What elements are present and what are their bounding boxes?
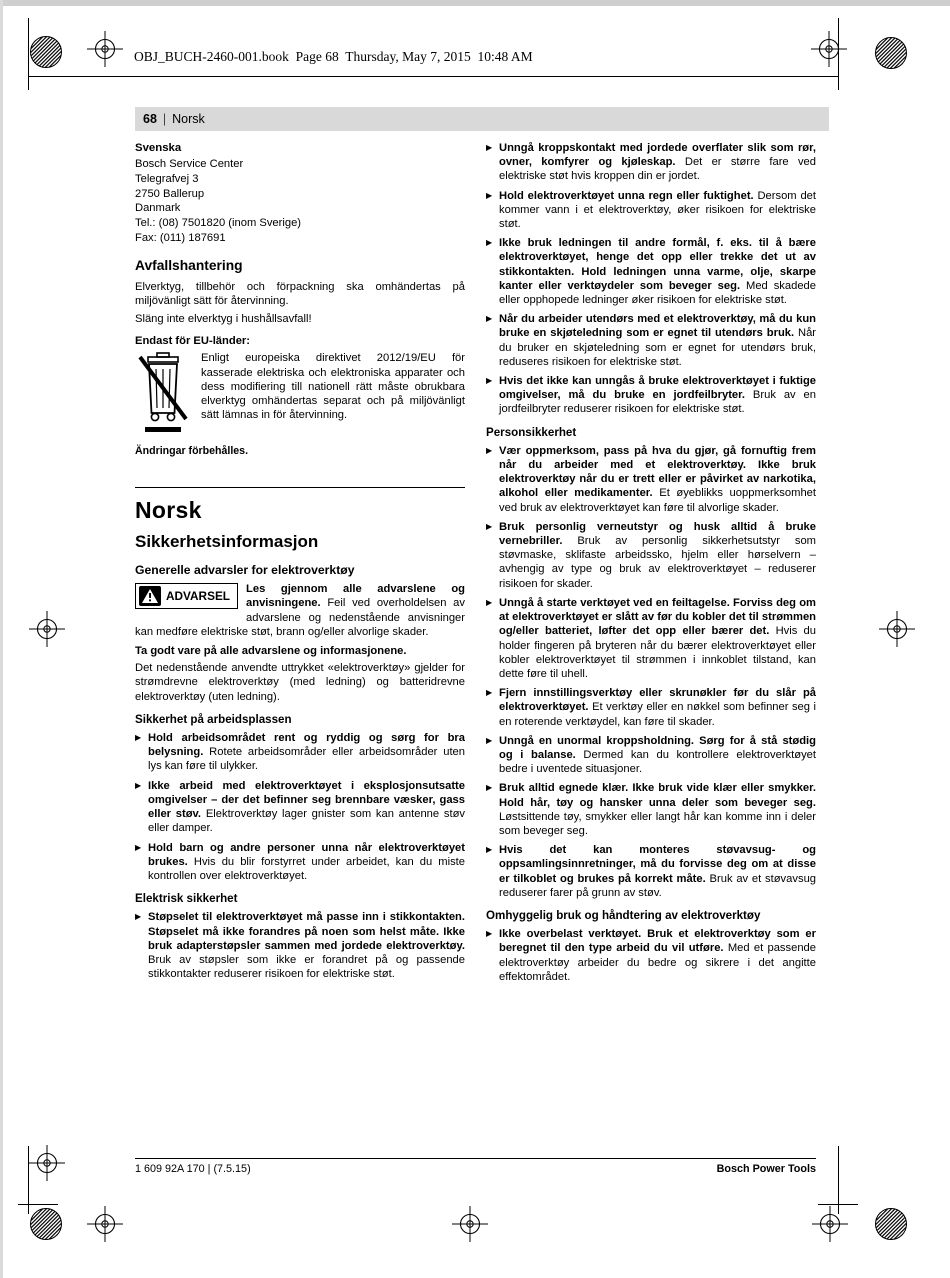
bullet-rest: Rotete arbeidsområder eller arbeidsområder uten lys kan føre til ulykker. <box>148 746 465 773</box>
safety-bullet <box>135 779 465 836</box>
bullet-bold: Ikke arbeid med elektroverktøyet i eksplosjonsutsatte omgivelser – der det befinner seg brennbare væsker, gass eller støv. <box>148 779 465 821</box>
safety-bullet <box>486 596 816 681</box>
bullet-text <box>148 731 465 774</box>
paragraph: Släng inte elverktyg i hushållsavfall! <box>135 313 312 326</box>
bullet-bold: Vær oppmerksom, pass på hva du gjør, gå fornuftig frem når du arbeider med et elektroverktøy. Ikke bruk elektroverktøy når du er trett eller er påvirket av narkotika, alkohol eller medikamenter. <box>499 444 816 500</box>
crop-line <box>818 1204 858 1205</box>
bullet-triangle-icon: ▶ <box>486 238 493 248</box>
advarsel-label: ADVARSEL <box>166 589 231 604</box>
bullet-triangle-icon: ▶ <box>486 143 493 152</box>
bullet-rest: Med skadede eller opphopede ledninger øker risikoen for elektriske støt. <box>499 279 816 307</box>
safety-bullet <box>135 841 465 884</box>
warning-lead-rest: Feil ved overholdelsen av advarslene og nedenstående anvisninger kan medføre elektriske støt, brann og/eller alvorlige skader. <box>135 597 465 638</box>
bullet-triangle-icon: ▶ <box>486 597 493 607</box>
footer-brand: Bosch Power Tools <box>716 1163 816 1175</box>
crop-line <box>28 76 838 77</box>
registration-density-mark-icon <box>29 1207 63 1241</box>
bullet-triangle-icon: ▶ <box>486 783 493 793</box>
bullet-bold: Hold elektroverktøyet unna regn eller fuktighet. <box>499 189 754 202</box>
registration-density-mark-icon <box>874 1207 908 1241</box>
bullet-text <box>499 596 816 681</box>
service-address <box>135 157 465 245</box>
address-line: Danmark <box>135 202 181 215</box>
bullet-triangle-icon: ▶ <box>486 190 493 200</box>
registration-density-mark-icon <box>29 35 63 69</box>
bullet-bold: Unngå en unormal kroppsholdning. Sørg for å stå stødig og i balanse. <box>499 734 816 761</box>
bullet-triangle-icon: ▶ <box>135 842 142 852</box>
safety-bullet <box>486 734 816 777</box>
bullet-text <box>499 312 816 369</box>
crop-line <box>18 1204 58 1205</box>
eu-only-heading: Endast för EU-länder: <box>135 335 250 348</box>
bullet-triangle-icon: ▶ <box>486 845 493 855</box>
bullet-bold: Unngå kroppskontakt med jordede overflater slik som rør, ovner, komfyrer og kjøleskap. <box>499 142 816 169</box>
bullet-triangle-icon: ▶ <box>486 929 493 939</box>
bullet-text <box>148 779 465 836</box>
bullet-rest: Et verktøy eller en nøkkel som befinner seg i en roterende verktøydel, kan føre til skader. <box>499 701 816 728</box>
address-line: Fax: (011) 187691 <box>135 231 226 244</box>
bullet-triangle-icon: ▶ <box>486 735 493 745</box>
registration-crosshair-icon <box>87 1206 123 1242</box>
bullet-text <box>148 910 465 981</box>
address-line: Tel.: (08) 7501820 (inom Sverige) <box>135 217 302 230</box>
bullet-text <box>499 843 816 900</box>
changes-reserved-note: Ändringar förbehålles. <box>135 445 249 458</box>
bullet-bold: Hvis det ikke kan unngås å bruke elektroverktøyet i fuktige omgivelser, må du bruke en jordfeilbryter. <box>499 375 816 402</box>
safety-bullet <box>486 781 816 838</box>
generelle-advarsler-heading: Generelle advarsler for elektroverktøy <box>135 563 355 578</box>
registration-crosshair-icon <box>87 31 123 67</box>
bullet-text <box>499 520 816 591</box>
safety-bullet <box>486 236 816 307</box>
safety-bullet <box>486 843 816 900</box>
sikkerhetsinformasjon-title: Sikkerhetsinformasjon <box>135 531 319 551</box>
keep-warnings-line: Ta godt vare på alle advarslene og informasjonene. <box>135 645 407 658</box>
term-definition: Det nedenstående anvendte uttrykket «elektroverktøy» gjelder for strømdrevne elektroverktøy (med ledning) og batteridrevne elektroverktøy (uten ledning). <box>135 662 465 703</box>
bullet-text <box>499 686 816 729</box>
bullet-rest: Elektroverktøy lager gnister som kan antenne støv eller damper. <box>148 808 465 835</box>
bullet-bold: Ikke overbelast verktøyet. Bruk et elektroverktøy som er beregnet til den type arbeid du vil utføre. <box>499 928 816 955</box>
safety-bullet <box>486 312 816 369</box>
safety-bullet <box>486 686 816 729</box>
bullet-triangle-icon: ▶ <box>135 912 142 922</box>
safety-bullet <box>135 910 465 981</box>
bullet-triangle-icon: ▶ <box>486 688 493 698</box>
bullet-rest: Et øyeblikks uoppmerksomhet ved bruk av elektroverktøyet kan føre til alvorlige skader. <box>499 487 816 514</box>
bullet-text <box>499 141 816 184</box>
weee-block <box>135 351 465 437</box>
address-line: Bosch Service Center <box>135 158 244 171</box>
scan-edge-top <box>0 0 950 6</box>
bullet-triangle-icon: ▶ <box>486 376 493 386</box>
warning-lead-bold: Les gjennom alle advarslene og anvisningene. <box>246 583 465 610</box>
page-header-separator: | <box>162 112 167 126</box>
paragraph: Elverktyg, tillbehör och förpackning ska omhändertas på miljövänligt sätt för återvinning. <box>135 280 465 307</box>
address-line: Telegrafvej 3 <box>135 172 199 185</box>
svenska-heading: Svenska <box>135 142 182 154</box>
page-footer <box>135 1158 816 1175</box>
safety-bullet <box>486 374 816 417</box>
bullet-bold: Bruk alltid egnede klær. Ikke bruk vide klær eller smykker. Hold hår, tøy og hansker unna deler som beveger seg. <box>499 782 816 809</box>
warning-triangle-icon <box>139 586 161 606</box>
bullet-bold: Støpselet til elektroverktøyet må passe inn i stikkontakten. Støpselet må ikke forandres på noen som helst måte. Ikke bruk adapterstøpsler sammen med jordede elektroverktøy. <box>148 911 465 952</box>
left-column <box>135 141 465 1141</box>
advarsel-paragraph <box>135 582 465 639</box>
bullet-triangle-icon: ▶ <box>135 733 142 743</box>
registration-crosshair-icon <box>812 1206 848 1242</box>
bullet-rest: Løstsittende tøy, smykker eller langt hår kan komme inn i deler som beveger seg. <box>499 810 816 837</box>
bullet-rest: Hvis du holder fingeren på bryteren når du bærer elektroverktøyet eller kobler elektroverktøyet til strømmen i innkoblet tilstand, kan dette føre til uhell. <box>499 625 816 680</box>
safety-bullet <box>486 520 816 591</box>
advarsel-box <box>135 583 238 609</box>
scan-edge-left <box>0 0 3 1278</box>
norsk-section <box>135 487 465 982</box>
bullet-bold: Hold arbeidsområdet rent og ryddig og sørg for bra belysning. <box>148 732 465 759</box>
safety-bullet <box>486 927 816 984</box>
bullet-rest: Det er større fare ved elektriske støt hvis kroppen din er jordet. <box>499 156 816 183</box>
omhyggelig-heading: Omhyggelig bruk og håndtering av elektroverktøy <box>486 908 761 922</box>
address-line: 2750 Ballerup <box>135 187 205 200</box>
page-number: 68 <box>143 112 157 126</box>
bullet-bold: Hvis det kan monteres støvavsug- og oppsamlingsinnretninger, må du forvisse deg om at disse er tilkoblet og brukes på korrekt måte. <box>499 844 816 885</box>
page-header-bar <box>135 107 829 131</box>
norsk-title: Norsk <box>135 496 202 523</box>
bullet-bold: Hold barn og andre personer unna når elektroverktøyet brukes. <box>148 841 465 868</box>
bullet-text <box>499 734 816 777</box>
avfallshantering-heading: Avfallshantering <box>135 258 243 274</box>
bullet-bold: Fjern innstillingsverktøy eller skrunøkler før du slår på elektroverktøyet. <box>499 687 816 714</box>
bullet-rest: Dersom det kommer vann i et elektroverktøy, øker risikoen for elektriske støt. <box>499 189 816 231</box>
safety-bullet <box>486 444 816 515</box>
registration-crosshair-icon <box>29 1145 65 1181</box>
registration-crosshair-icon <box>452 1206 488 1242</box>
footer-part-number: 1 609 92A 170 | (7.5.15) <box>135 1163 251 1175</box>
bullet-bold: Unngå å starte verktøyet ved en feiltagelse. Forviss deg om at elektroverktøyet er slått av før du kobler det til strømmen og/eller batteriet, løfter det opp eller bærer det. <box>499 596 816 638</box>
bullet-bold: Bruk personlig verneutstyr og husk alltid å bruke vernebriller. <box>499 520 816 548</box>
bullet-bold: Ikke bruk ledningen til andre formål, f. eks. til å bære elektroverktøyet, henge det opp eller trekke det ut av stikkontakten. Hold ledningen unna varme, olje, skarpe kanter eller verktøydeler som beveger seg. <box>499 237 816 292</box>
bullet-rest: Hvis du blir forstyrret under arbeidet, kan du miste kontrollen over elektroverktøyet. <box>148 855 465 882</box>
bullet-rest: Bruk av støpsler som ikke er forandret på og passende stikkontakter reduserer risikoen for elektriske støt. <box>148 953 465 981</box>
bullet-triangle-icon: ▶ <box>486 314 493 324</box>
bullet-triangle-icon: ▶ <box>486 521 493 531</box>
right-column <box>486 141 816 1155</box>
bullet-triangle-icon: ▶ <box>486 445 493 455</box>
scan-file-header: OBJ_BUCH-2460-001.book Page 68 Thursday, May 7, 2015 10:48 AM <box>134 49 533 64</box>
bullet-rest: Bruk av et støvavsug reduserer farer på grunn av støv. <box>499 872 816 899</box>
registration-crosshair-icon <box>29 611 65 647</box>
bullet-rest: Når du bruker en skjøteledning som er egnet for utendørs bruk, reduseres risikoen for elektriske støt. <box>499 327 816 368</box>
bullet-triangle-icon: ▶ <box>135 780 142 790</box>
registration-density-mark-icon <box>874 36 908 70</box>
arbeidsplassen-heading: Sikkerhet på arbeidsplassen <box>135 712 292 726</box>
bullet-text <box>148 841 465 884</box>
page-section-label: Norsk <box>172 112 205 126</box>
bullet-rest: Bruk av en jordfeilbryter reduserer risikoen for elektriske støt. <box>499 389 816 416</box>
bullet-bold: Når du arbeider utendørs med et elektroverktøy, må du kun bruke en skjøteledning som er egnet til utendørs bruk. <box>499 313 816 340</box>
personsikkerhet-heading: Personsikkerhet <box>486 425 577 439</box>
bullet-rest: Bruk av personlig sikkerhetsutstyr som støvmaske, sklifaste arbeidssko, hjelm eller hørselvern – avhengig av type og bruk av elektroverktøyet – reduserer risikoen for skader. <box>499 535 816 590</box>
safety-bullet <box>135 731 465 774</box>
safety-bullet <box>486 189 816 232</box>
registration-crosshair-icon <box>879 611 915 647</box>
elektrisk-sikkerhet-heading: Elektrisk sikkerhet <box>135 892 238 906</box>
registration-crosshair-icon <box>811 31 847 67</box>
bullet-text <box>499 189 816 232</box>
bullet-text <box>499 236 816 307</box>
bullet-text <box>499 927 816 984</box>
bullet-text <box>499 781 816 838</box>
safety-bullet <box>486 141 816 184</box>
bullet-text <box>499 374 816 417</box>
bullet-text <box>499 444 816 515</box>
weee-text: Enligt europeiska direktivet 2012/19/EU för kasserade elektriska och elektroniska apparater och dess modifiering till nationell rätt måste obrukbara elverktyg omhändertas separat och på miljövänligt sätt lämnas in för återvinning. <box>201 352 465 422</box>
bullet-rest: Med et passende elektroverktøy arbeider du bedre og sikrere i det angitte effektområdet. <box>499 942 816 983</box>
weee-crossed-out-bin-icon <box>135 351 191 437</box>
bullet-rest: Dermed kan du kontrollere elektroverktøyet bedre i uventede situasjoner. <box>499 748 816 776</box>
